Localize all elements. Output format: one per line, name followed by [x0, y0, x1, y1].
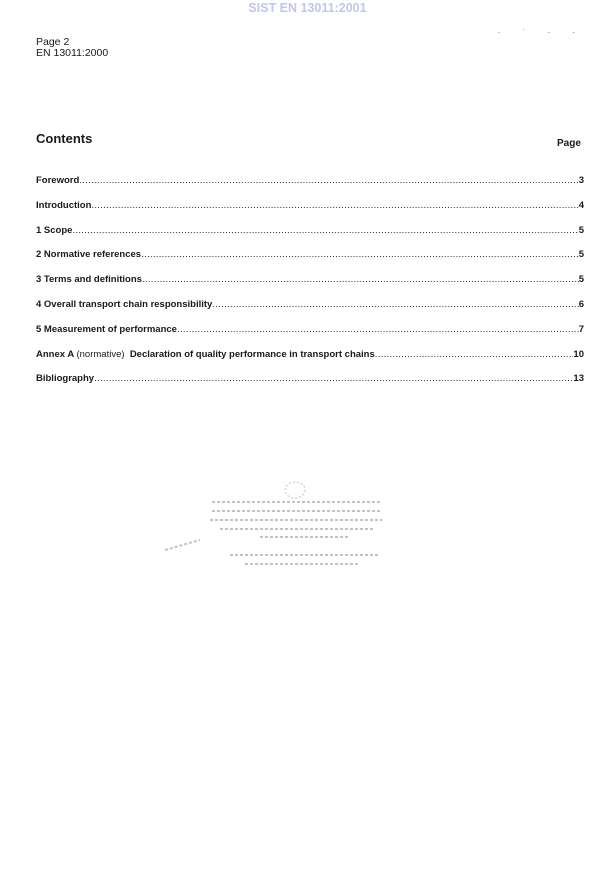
page-number: Page 2 [36, 36, 70, 48]
toc-title: 4 Overall transport chain responsibility [36, 298, 213, 310]
toc-title: Foreword [36, 175, 80, 186]
toc-title: 5 Measurement of performance [36, 323, 177, 335]
leader-dots [79, 175, 578, 186]
annex-subtitle: Declaration of quality performance in transport chains [129, 348, 375, 360]
toc-page: 7 [578, 323, 584, 335]
table-of-contents [36, 175, 584, 398]
toc-page: 6 [578, 298, 584, 310]
toc-entry[interactable] [36, 175, 584, 200]
toc-title [36, 349, 375, 360]
toc-page: 4 [578, 199, 584, 211]
toc-title: Bibliography [36, 373, 95, 385]
toc-entry[interactable] [36, 373, 584, 398]
toc-entry[interactable] [36, 324, 584, 349]
page-column-label: Page [557, 138, 581, 149]
toc-title: 3 Terms and definitions [36, 274, 142, 286]
toc-page: 13 [573, 373, 584, 385]
scan-specks: · ˙ · · [497, 28, 585, 37]
toc-entry[interactable] [36, 349, 584, 374]
toc-entry[interactable] [36, 225, 584, 250]
leader-dots [142, 274, 579, 285]
watermark: SIST EN 13011:2001 [248, 1, 367, 15]
toc-entry[interactable] [36, 200, 584, 225]
toc-entry[interactable] [36, 274, 584, 299]
annex-label: Annex A [36, 348, 74, 360]
toc-entry[interactable] [36, 299, 584, 324]
leader-dots [91, 200, 578, 211]
leader-dots [177, 324, 579, 335]
toc-entry[interactable] [36, 249, 584, 274]
toc-title: 1 Scope [36, 224, 73, 236]
annex-qualifier: (normative) [76, 348, 125, 360]
leader-dots [212, 299, 578, 310]
leader-dots [375, 349, 574, 360]
toc-title: 2 Normative references [36, 249, 142, 261]
toc-title: Introduction [36, 199, 92, 211]
toc-page: 5 [578, 224, 584, 236]
page-header [36, 37, 108, 59]
toc-page: 10 [573, 348, 584, 360]
toc-page: 5 [578, 249, 584, 261]
contents-title: Contents [36, 131, 93, 146]
leader-dots [72, 225, 578, 236]
leader-dots [141, 249, 579, 260]
toc-page: 5 [578, 274, 584, 286]
faded-stamp [160, 480, 390, 575]
leader-dots [94, 373, 573, 384]
standard-id: EN 13011:2000 [36, 47, 109, 59]
toc-page: 3 [578, 175, 584, 186]
